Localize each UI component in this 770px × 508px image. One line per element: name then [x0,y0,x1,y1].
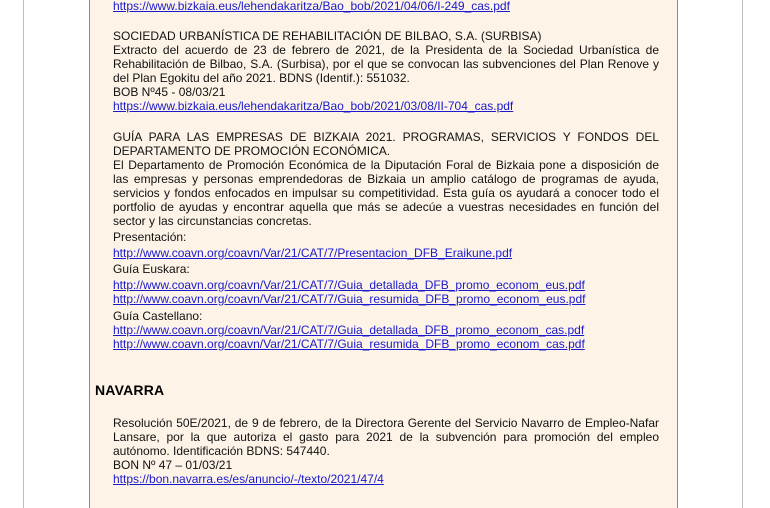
guia-castellano-label: Guía Castellano: [113,309,203,323]
surbisa-block [113,29,659,113]
guia-block [113,130,659,351]
guia-presentacion-link[interactable]: http://www.coavn.org/coavn/Var/21/CAT/7/Presentacion_DFB_Eraikune.pdf [113,246,513,260]
guia-presentacion-label: Presentación: [113,230,187,244]
guia-body: El Departamento de Promoción Económica de la Diputación Foral de Bizkaia pone a disposición de las empresas y personas emprendedoras de Bizkaia un amplio catálogo de programas de ayuda, servicios y fondos enfocados en impulsar su competitividad. Esta guía os ayudará a conocer todo el portfolio de ayudas y encontrar aquella que más se adecúe a vuestras necesidades en función del sector y las circunstancias concretas. [113,158,659,228]
top-link-block [113,0,659,13]
guia-euskara-link-detallada[interactable]: http://www.coavn.org/coavn/Var/21/CAT/7/Guia_detallada_DFB_promo_econom_eus.pdf [113,278,585,292]
surbisa-title: SOCIEDAD URBANÍSTICA DE REHABILITACIÓN DE BILBAO, S.A. (SURBISA) [113,29,542,43]
surbisa-link[interactable]: https://www.bizkaia.eus/lehendakaritza/Bao_bob/2021/03/08/II-704_cas.pdf [113,99,514,113]
surbisa-bob: BOB Nº45 - 08/03/21 [113,85,226,99]
guia-euskara-link-resumida[interactable]: http://www.coavn.org/coavn/Var/21/CAT/7/Guia_resumida_DFB_promo_econom_eus.pdf [113,292,586,306]
guia-castellano-link-detallada[interactable]: http://www.coavn.org/coavn/Var/21/CAT/7/Guia_detallada_DFB_promo_econom_cas.pdf [113,323,585,337]
surbisa-body: Extracto del acuerdo de 23 de febrero de 2021, de la Presidenta de la Sociedad Urbanística de Rehabilitación de Bilbao, S.A. (Surbisa), por el que se convocan las subvenciones del Plan Renove y del Plan Egokitu del año 2021. BDNS (Identif.): 551032. [113,43,659,85]
navarra-link[interactable]: https://bon.navarra.es/es/anuncio/-/texto/2021/47/4 [113,472,384,486]
guia-castellano-link-resumida[interactable]: http://www.coavn.org/coavn/Var/21/CAT/7/Guia_resumida_DFB_promo_econom_cas.pdf [113,337,585,351]
guia-euskara-label: Guía Euskara: [113,262,190,276]
guia-title: GUÍA PARA LAS EMPRESAS DE BIZKAIA 2021. PROGRAMAS, SERVICIOS Y FONDOS DEL DEPARTAMENTO DE PROMOCIÓN ECONÓMICA. [113,130,659,158]
navarra-heading: NAVARRA [95,382,165,398]
navarra-block [113,416,659,486]
navarra-body: Resolución 50E/2021, de 9 de febrero, de la Directora Gerente del Servicio Navarro de Empleo-Nafar Lansare, por la que autoriza el gasto para 2021 de la subvención para promoción del empleo autónomo. Identificación BDNS: 547440. [113,416,659,458]
navarra-bon: BON Nº 47 – 01/03/21 [113,458,233,472]
bizkaia-prev-link[interactable]: https://www.bizkaia.eus/lehendakaritza/Bao_bob/2021/04/06/I-249_cas.pdf [113,0,510,13]
